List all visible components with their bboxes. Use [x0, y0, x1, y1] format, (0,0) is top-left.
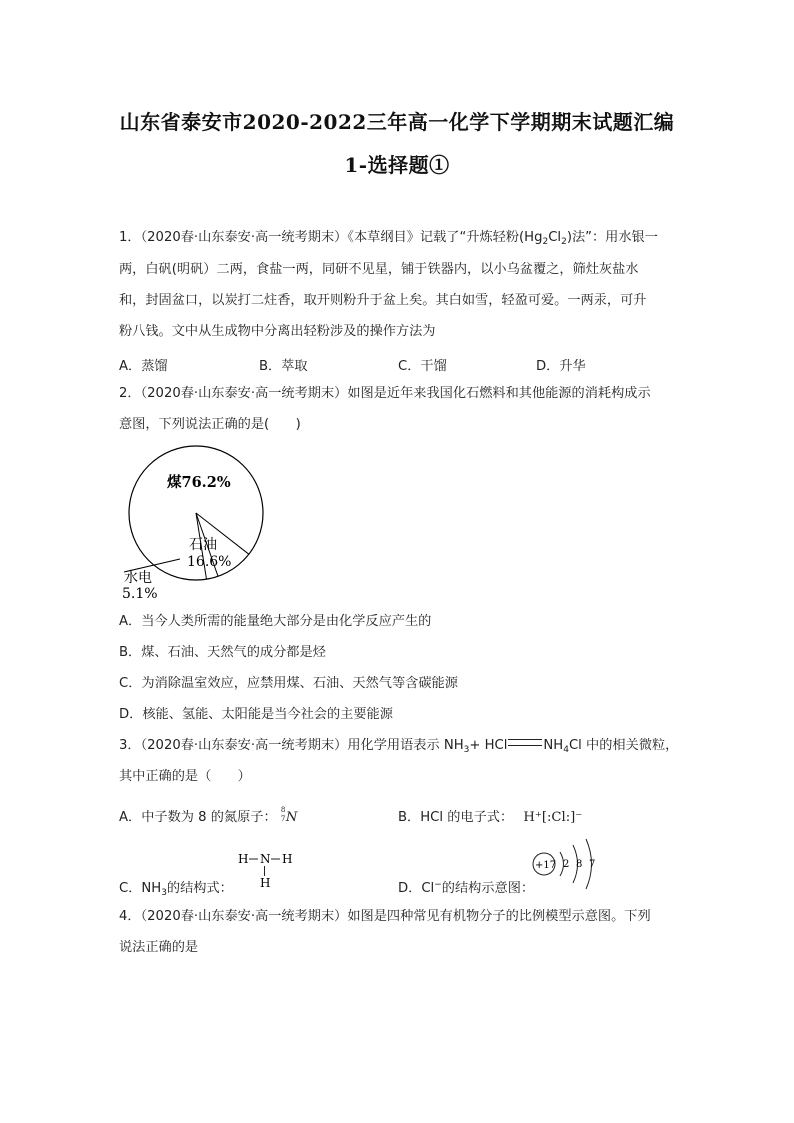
- q3-text: 3．（2020春·山东泰安·高一统考期末）用化学用语表示 NH: [119, 738, 464, 753]
- superscript: −: [434, 880, 442, 890]
- hcl-electron-formula: H⁺[:Cl:]⁻: [523, 810, 583, 825]
- pie-label-hydro-name: 水电: [124, 570, 152, 586]
- q3-option-c-text: 的结构式：: [166, 881, 233, 896]
- equals-sign-icon: [508, 739, 542, 746]
- q1-text: 1．（2020春·山东泰安·高一统考期末）《本草纲目》记载了“升炼轻粉(Hg: [119, 230, 543, 245]
- nucleus-charge: +17: [535, 860, 557, 871]
- page-subtitle: 1-选择题①: [344, 153, 450, 177]
- q3-option-d-text: 的结构示意图：: [441, 881, 535, 896]
- pie-label-oil-value: 16.6%: [187, 554, 232, 570]
- q1-text: )法”：用水银一: [566, 230, 658, 245]
- q3-option-b-text: B．HCl 的电子式：: [398, 810, 514, 825]
- q3-option-a[interactable]: [119, 806, 301, 825]
- q1-line-2: 两，白矾(明矾）二两，食盐一两，同研不见星，铺于铁器内，以小乌盆覆之，筛灶灰盐水: [119, 262, 639, 277]
- q3-text: Cl 中的相关微粒，: [568, 738, 679, 753]
- subscript: 2: [561, 237, 567, 247]
- q2-option-a[interactable]: A．当今人类所需的能量绝大部分是由化学反应产生的: [119, 614, 432, 629]
- isotope-element: N: [285, 810, 298, 825]
- page-title: 山东省泰安市2020-2022三年高一化学下学期期末试题汇编: [119, 110, 675, 134]
- nh3-h-bottom: H: [260, 876, 271, 890]
- q1-option-a[interactable]: A．蒸馏: [119, 359, 168, 374]
- subscript: 2: [542, 237, 549, 247]
- q1-option-c[interactable]: C．干馏: [398, 359, 447, 374]
- q3-option-d[interactable]: [398, 877, 534, 896]
- q3-line-2: 其中正确的是（ ）: [119, 769, 251, 784]
- shell-electrons-1: 2: [563, 859, 570, 870]
- nh3-structural-formula: [236, 850, 300, 890]
- q1-line-3: 和，封固盆口，以炭打二炷香，取开则粉升于盆上矣。其白如雪，轻盈可爱。一两汞，可升: [119, 293, 647, 308]
- q2-line-1: 2．（2020春·山东泰安·高一统考期末）如图是近年来我国化石燃料和其他能源的消耗构成示: [119, 386, 651, 401]
- q3-option-a-text: A．中子数为 8 的氮原子：: [119, 810, 277, 825]
- q1-option-b[interactable]: B．萃取: [259, 359, 308, 374]
- q2-line-2: 意图，下列说法正确的是( ): [119, 417, 301, 432]
- q2-option-d[interactable]: D．核能、氢能、太阳能是当今社会的主要能源: [119, 707, 393, 722]
- q3-line-1: [119, 738, 719, 758]
- q3-option-d-text: D．Cl: [398, 881, 435, 896]
- q1-text: Cl: [548, 230, 562, 245]
- subscript: 3: [463, 745, 470, 755]
- q1-line-1: [119, 230, 679, 250]
- subscript: 4: [563, 745, 569, 755]
- pie-label-oil-name: 石油: [189, 537, 217, 553]
- q4-line-1: 4．（2020春·山东泰安·高一统考期末）如图是四种常见有机物分子的比例模型示意图。下列: [119, 909, 651, 924]
- shell-electrons-3: 7: [589, 859, 596, 870]
- isotope-mass-number: 8: [280, 806, 286, 814]
- q3-text: NH: [543, 738, 564, 753]
- pie-label-coal: 煤76.2%: [167, 474, 231, 491]
- q3-text: + HCl: [469, 738, 508, 753]
- chloride-ion-structure-diagram: [530, 836, 602, 894]
- isotope-atomic-number: 7: [280, 815, 286, 823]
- energy-pie-chart: [112, 444, 282, 604]
- shell-electrons-2: 8: [576, 859, 583, 870]
- nh3-h-right: H: [282, 852, 293, 866]
- pie-label-hydro-value: 5.1%: [122, 586, 158, 602]
- q1-option-d[interactable]: D．升华: [536, 359, 586, 374]
- q2-option-c[interactable]: C．为消除温室效应，应禁用煤、石油、天然气等含碳能源: [119, 676, 458, 691]
- q4-line-2: 说法正确的是: [119, 940, 199, 955]
- q2-option-b[interactable]: B．煤、石油、天然气的成分都是烃: [119, 645, 326, 660]
- q3-option-c[interactable]: [119, 877, 233, 898]
- q3-option-b[interactable]: [398, 806, 582, 825]
- subscript: 3: [161, 888, 167, 898]
- nh3-n: N: [260, 852, 271, 866]
- q3-option-c-text: C．NH: [119, 881, 162, 896]
- q1-line-4: 粉八钱。文中从生成物中分离出轻粉涉及的操作方法为: [119, 324, 436, 339]
- nitrogen-isotope-symbol: [280, 806, 301, 825]
- nh3-h-left: H: [238, 852, 249, 866]
